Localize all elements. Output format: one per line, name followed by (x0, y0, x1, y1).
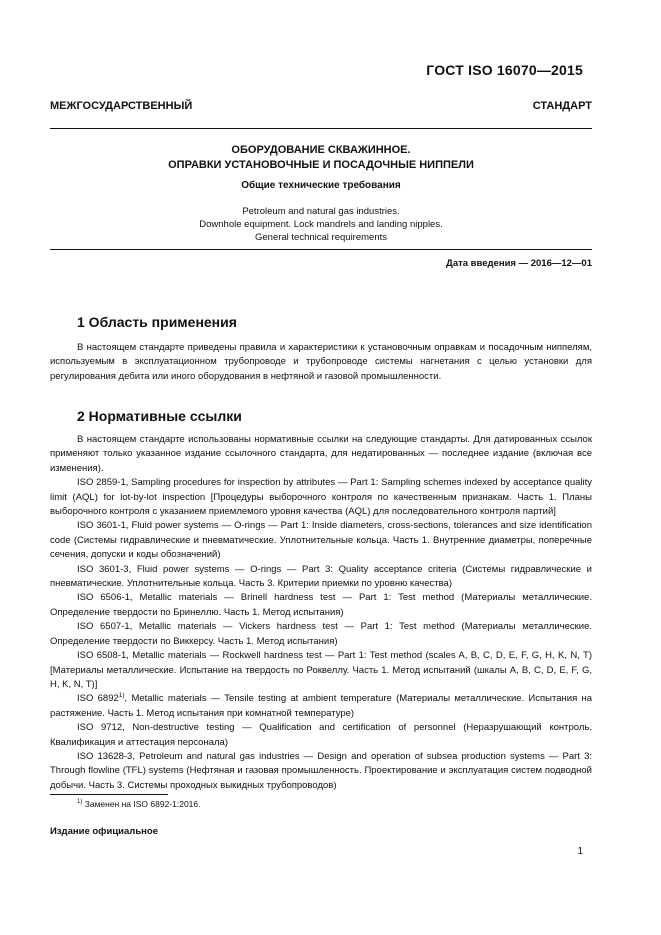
footnote-rule (50, 794, 168, 795)
title-line-2: ОПРАВКИ УСТАНОВОЧНЫЕ И ПОСАДОЧНЫЕ НИППЕЛИ (168, 159, 474, 171)
page-number: 1 (577, 846, 583, 857)
footnote (77, 799, 201, 809)
english-title-line-2: Downhole equipment. Lock mandrels and landing nipples. (199, 219, 443, 230)
reference-iso-6506-1: ISO 6506-1, Metallic materials — Brinell hardness test — Part 1: Test method (Материалы металлические. Определение твердости по Бринеллю. Часть 1. Метод испытания) (50, 592, 592, 618)
reference-iso-6892-code: ISO 6892 (77, 693, 119, 705)
english-title-line-1: Petroleum and natural gas industries. (242, 206, 400, 217)
reference-iso-6892 (50, 692, 592, 721)
header-rule (50, 128, 592, 129)
footnote-mark: 1) (77, 799, 83, 806)
section-1-paragraph: В настоящем стандарте приведены правила и характеристики к установочным оправкам и посадочным ниппелям, используемым в эксплуатационном трубопроводе и трубопроводе системы нагнетания с целью установки для регулирования дебита или иного оборудования в нефтяной и газовой промышленности. (50, 342, 592, 382)
section-2-intro: В настоящем стандарте использованы нормативные ссылки на следующие стандарты. Для датированных ссылок применяют только указанное издание ссылочного стандарта, для недатированных — последнее издание (включая все изменения). (50, 434, 592, 474)
footnote-marker: 1) (118, 692, 125, 700)
section-2-body (50, 433, 592, 793)
section-1-body (50, 341, 592, 384)
date-rule (50, 249, 592, 250)
reference-iso-6507-1: ISO 6507-1, Metallic materials — Vickers hardness test — Part 1: Test method (Материалы металлические. Определение твердости по Виккерсу. Часть 1. Метод испытания) (50, 621, 592, 647)
interstate-standard-label: МЕЖГОСУДАРСТВЕННЫЙ СТАНДАРТ (50, 100, 592, 112)
document-subtitle: Общие технические требования (241, 180, 401, 191)
standard-designation: ГОСТ ISO 16070—2015 (426, 62, 583, 78)
reference-iso-13628-3: ISO 13628-3, Petroleum and natural gas industries — Design and operation of subsea production systems — Part 3: Through flowline (TFL) systems (Нефтяная и газовая промышленность. Проектирование и эксплуатация систем подводной добычи. Часть 3. Системы проходных выкидных трубопроводов) (50, 750, 592, 791)
section-1-heading: 1 Область применения (77, 314, 237, 330)
reference-iso-3601-3: ISO 3601-3, Fluid power systems — O-rings — Part 3: Quality acceptance criteria (Системы гидравлические и пневматические. Уплотнительные кольца. Часть 3. Критерии приемки по уровню качества) (50, 563, 592, 590)
english-title (50, 205, 592, 244)
title-line-1: ОБОРУДОВАНИЕ СКВАЖИННОЕ. (231, 144, 411, 156)
footnote-text: Заменен на ISO 6892-1:2016. (82, 799, 201, 809)
reference-iso-2859-1: ISO 2859-1, Sampling procedures for inspection by attributes — Part 1: Sampling schemes indexed by acceptance quality limit (AQL) for lot-by-lot inspection [Процедуры выборочного контроля по качественным признакам. Часть 1. Планы выборочного контроля с указанием приемлемого уровня качества (AQL) для последовательного контроля партий] (50, 477, 592, 518)
reference-iso-6892-text: , Metallic materials — Tensile testing at ambient temperature (Материалы металлические. Испытания на растяжение. Часть 1. Метод испытания при комнатной температуре) (50, 693, 592, 719)
reference-iso-6508-1: ISO 6508-1, Metallic materials — Rockwell hardness test — Part 1: Test method (scales A, B, C, D, E, F, G, H, K, N, T) [Материалы металлические. Испытание на твердость по Роквеллу. Часть 1. Метод испытаний (шкалы A, B, C, D, E, F, G, H, K, N, T)] (50, 650, 592, 690)
reference-iso-3601-1: ISO 3601-1, Fluid power systems — O-rings — Part 1: Inside diameters, cross-sections, tolerances and size identification code (Системы гидравлические и пневматические. Уплотнительные кольца. Часть 1. Внутренние диаметры, поперечные сечения, допуски и коды обозначений) (50, 520, 592, 561)
english-title-line-3: General technical requirements (254, 232, 387, 243)
reference-iso-9712: ISO 9712, Non-destructive testing — Qualification and certification of personnel (Неразрушающий контроль. Квалификация и аттестация персонала) (50, 722, 592, 748)
section-2-heading: 2 Нормативные ссылки (77, 408, 242, 424)
document-title (50, 143, 592, 173)
introduction-date: Дата введения — 2016—12—01 (446, 258, 592, 269)
edition-label: Издание официальное (50, 826, 158, 837)
